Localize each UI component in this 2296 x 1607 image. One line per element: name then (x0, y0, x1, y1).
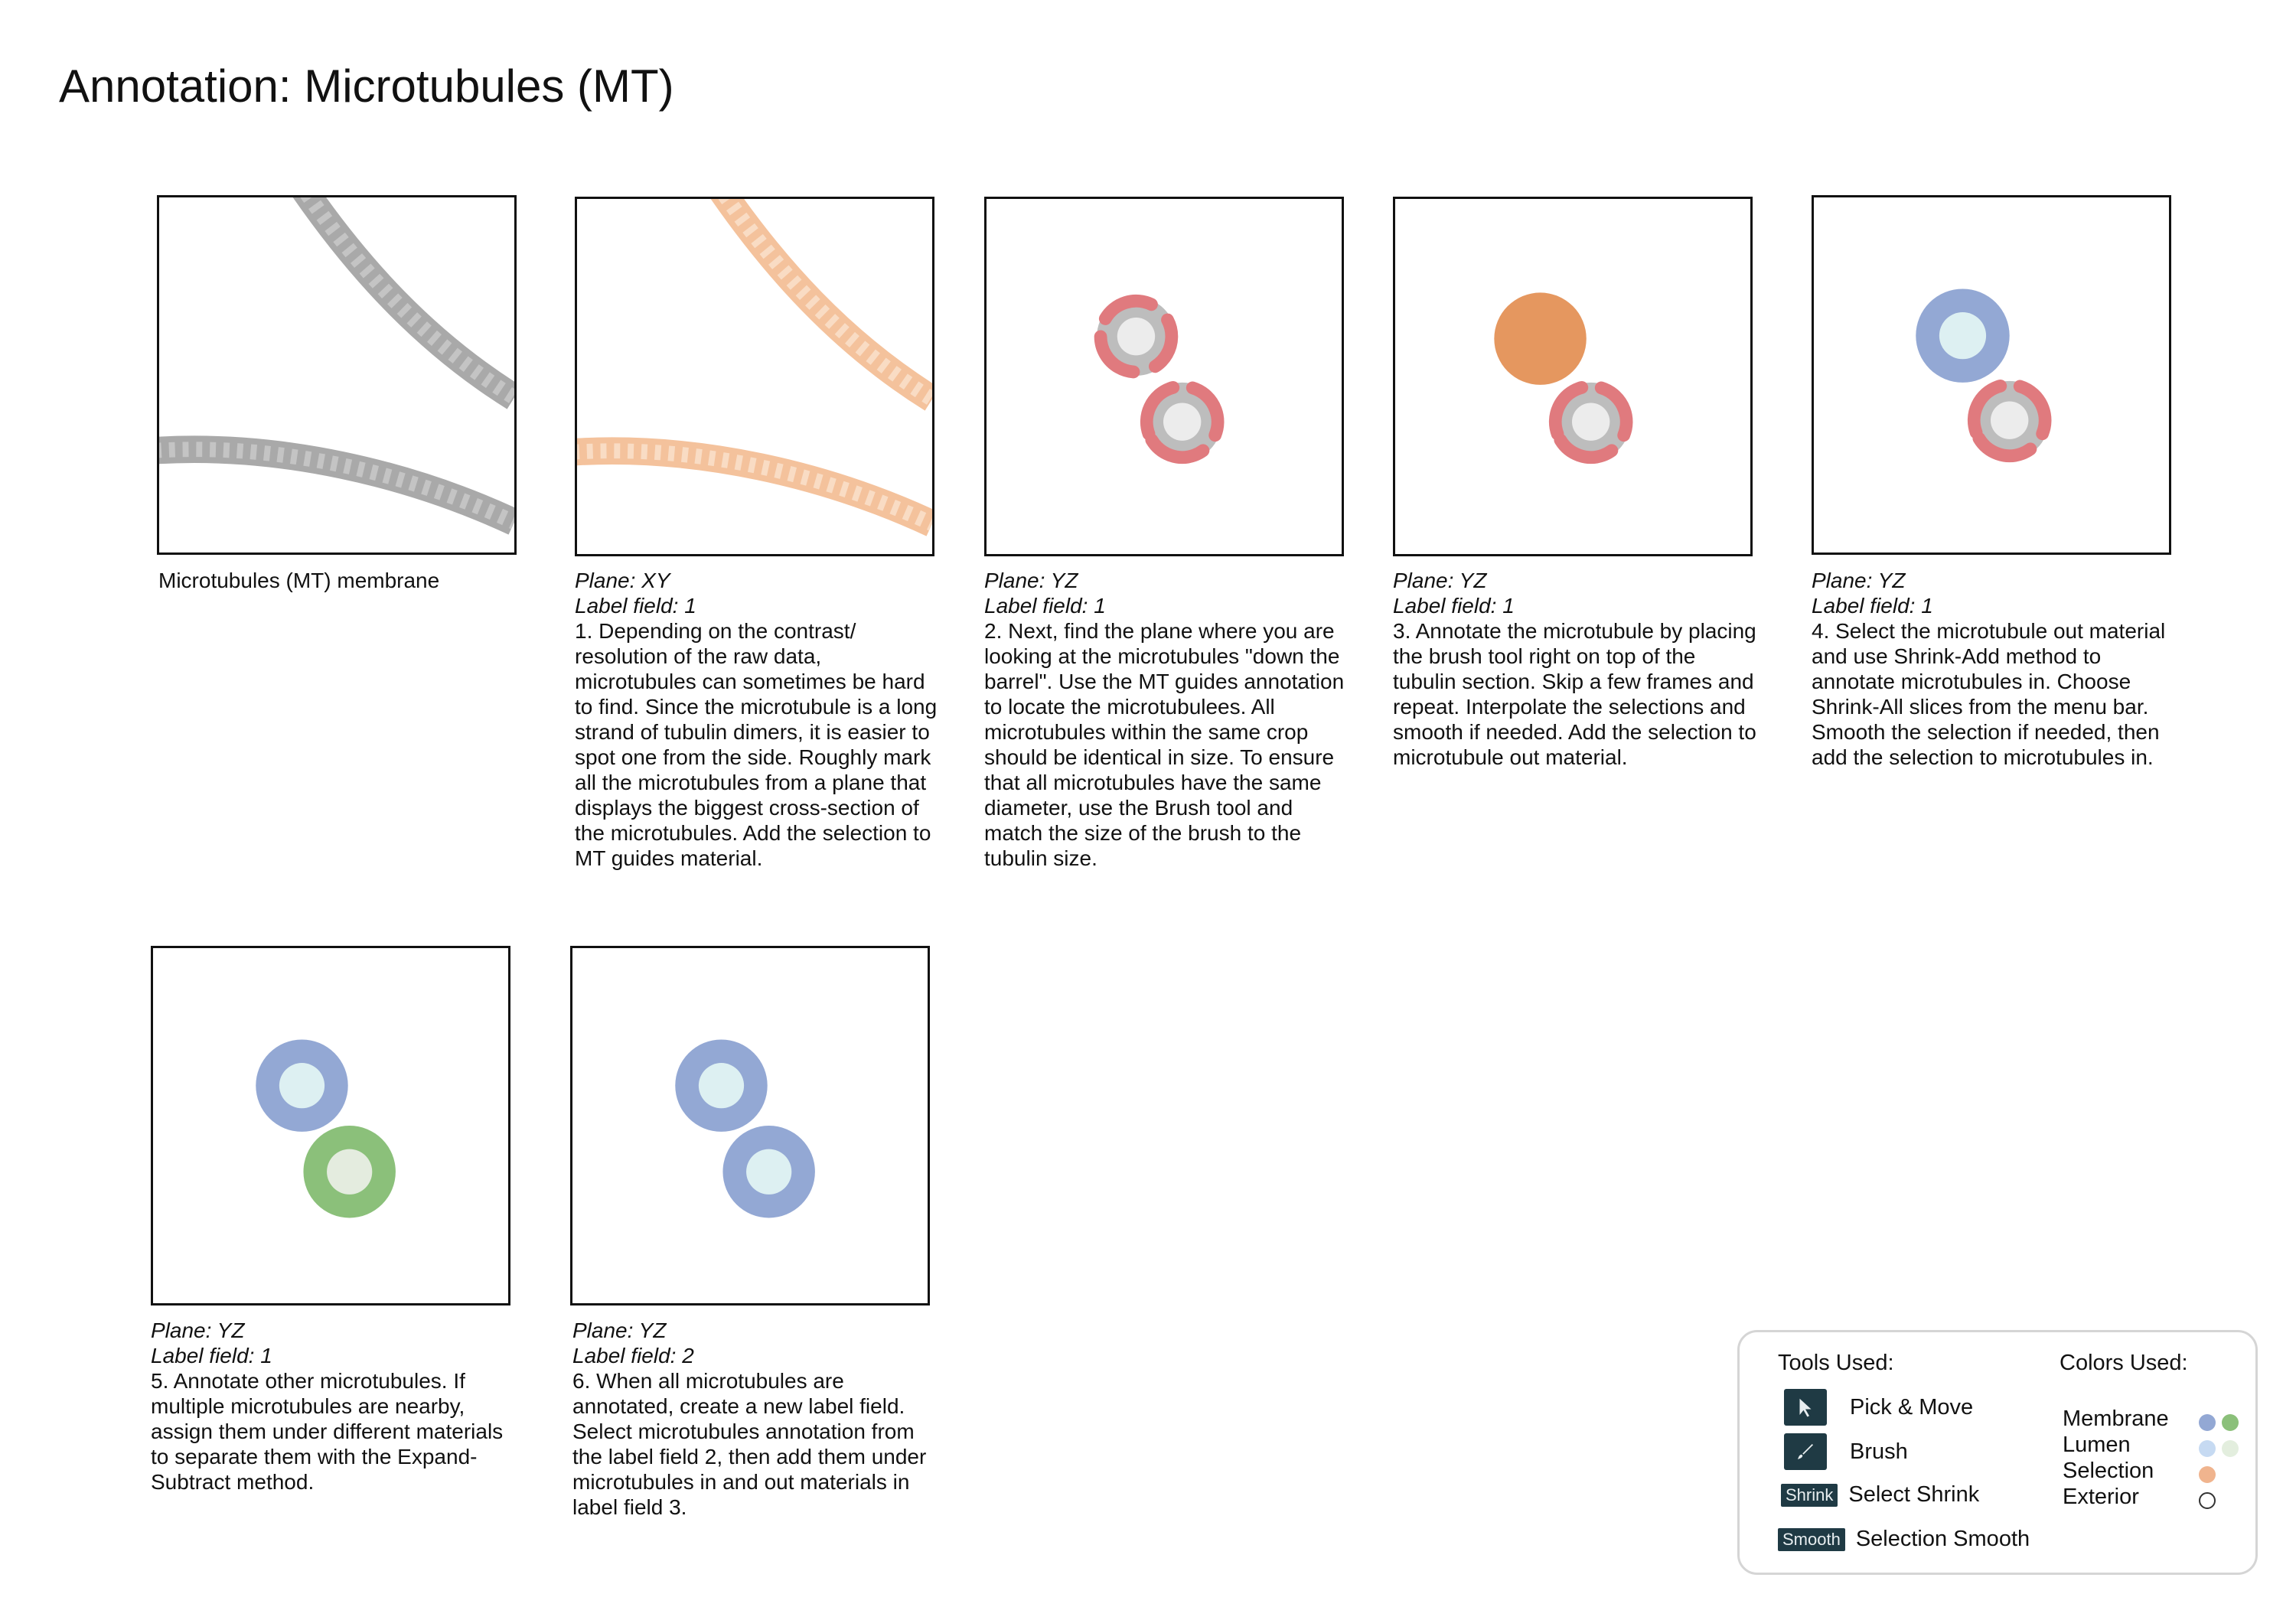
caption-step-6 (572, 1318, 947, 1520)
caption-step-5 (151, 1318, 518, 1495)
caption-step-3 (1393, 568, 1760, 770)
caption-label-field: Label field: 1 (1393, 594, 1515, 618)
mt-label-field-2-view (572, 948, 928, 1303)
color-labels (2063, 1406, 2169, 1510)
mt-two-materials-view (153, 948, 508, 1303)
caption-plane: Plane: YZ (151, 1319, 245, 1342)
swatch-selection (2199, 1466, 2216, 1483)
caption-step-1 (575, 568, 942, 871)
caption-label-field: Label field: 1 (575, 594, 696, 618)
caption-text: 2. Next, find the plane where you are looking at the microtubules "down the barrel". Use the MT guides annotation to locate the microtubulees. All microtubules within the same crop should be identical in size. To ensure that all microtubules have the same diameter, use the Brush tool and match the size of the brush to the tubulin size. (984, 619, 1345, 870)
mt-cross-section-tubulin (987, 199, 1342, 554)
tool-pick-move (1784, 1389, 1973, 1426)
swatch-membrane-blue (2199, 1414, 2216, 1431)
tool-label: Brush (1850, 1439, 1908, 1464)
panel-mt-membrane (157, 195, 517, 555)
caption-label-field: Label field: 2 (572, 1344, 694, 1367)
tool-brush (1784, 1433, 1908, 1470)
cursor-icon (1784, 1389, 1827, 1426)
caption-plane: Plane: YZ (1812, 569, 1906, 592)
page-title: Annotation: Microtubules (MT) (59, 60, 674, 112)
caption-plane: Plane: YZ (1393, 569, 1487, 592)
tools-title: Tools Used: (1778, 1351, 1894, 1375)
swatch-exterior (2199, 1492, 2216, 1509)
panel-step-6 (570, 946, 930, 1305)
caption-label-field: Label field: 1 (1812, 594, 1933, 618)
tool-label: Selection Smooth (1855, 1527, 2030, 1551)
swatch-lumen-blue (2199, 1440, 2216, 1457)
tool-label: Pick & Move (1850, 1394, 1974, 1420)
mt-side-view-orange (577, 199, 932, 554)
caption-text: 3. Annotate the microtubule by placing the brush tool right on top of the tubulin section. Skip a few frames and repeat. Interpolate the selections and smooth if needed. Add the selection to microtubule out material. (1393, 619, 1756, 769)
caption-plane: Plane: YZ (572, 1319, 667, 1342)
tool-label: Select Shrink (1848, 1482, 1980, 1507)
caption-step-4 (1812, 568, 2187, 770)
panel-step-4 (1812, 195, 2171, 555)
caption-text: 5. Annotate other microtubules. If multiple microtubules are nearby, assign them under different materials to separate them with the Expand-Subtract method. (151, 1369, 504, 1494)
tool-select-shrink (1781, 1482, 1979, 1508)
caption-plane: Plane: XY (575, 569, 670, 592)
panel-step-1 (575, 197, 934, 556)
caption-step-2 (984, 568, 1352, 871)
caption-label-field: Label field: 1 (151, 1344, 272, 1367)
mt-selection-view (1395, 199, 1750, 554)
mt-out-material-view (1814, 197, 2169, 553)
swatch-lumen-green (2222, 1440, 2239, 1457)
panel-step-5 (151, 946, 510, 1305)
color-label-membrane: Membrane (2063, 1407, 2169, 1431)
caption-text: Microtubules (MT) membrane (158, 569, 440, 592)
panel-step-2 (984, 197, 1344, 556)
caption-plane: Plane: YZ (984, 569, 1078, 592)
tool-selection-smooth (1778, 1527, 2030, 1552)
panel-step-3 (1393, 197, 1753, 556)
colors-title: Colors Used: (2060, 1351, 2188, 1375)
mt-side-view-gray (159, 197, 514, 553)
caption-text: 6. When all microtubules are annotated, create a new label field. Select microtubules annotation from the label field 2, then add them under microtubules in and out materials in label field 3. (572, 1369, 927, 1519)
smooth-tag: Smooth (1778, 1528, 1845, 1551)
swatch-membrane-green (2222, 1414, 2239, 1431)
color-label-selection: Selection (2063, 1459, 2154, 1483)
brush-icon (1784, 1433, 1827, 1470)
color-label-lumen: Lumen (2063, 1433, 2131, 1457)
caption-label-field: Label field: 1 (984, 594, 1106, 618)
caption-text: 1. Depending on the contrast/ resolution of the raw data, microtubules can sometimes be hard to find. Since the microtubule is a long strand of tubulin dimers, it is easier to spot one from the side. Roughly mark all the microtubules from a plane that displays the biggest cross-section of the microtubules. Add the selection to MT guides material. (575, 619, 938, 870)
caption-mt-membrane (158, 568, 533, 593)
legend-box (1737, 1330, 2258, 1575)
caption-text: 4. Select the microtubule out material and use Shrink-Add method to annotate microtubules in. Choose Shrink-All slices from the menu bar. Smooth the selection if needed, then add the selection to microtubules in. (1812, 619, 2166, 769)
color-label-exterior: Exterior (2063, 1485, 2139, 1509)
shrink-tag: Shrink (1781, 1484, 1838, 1507)
